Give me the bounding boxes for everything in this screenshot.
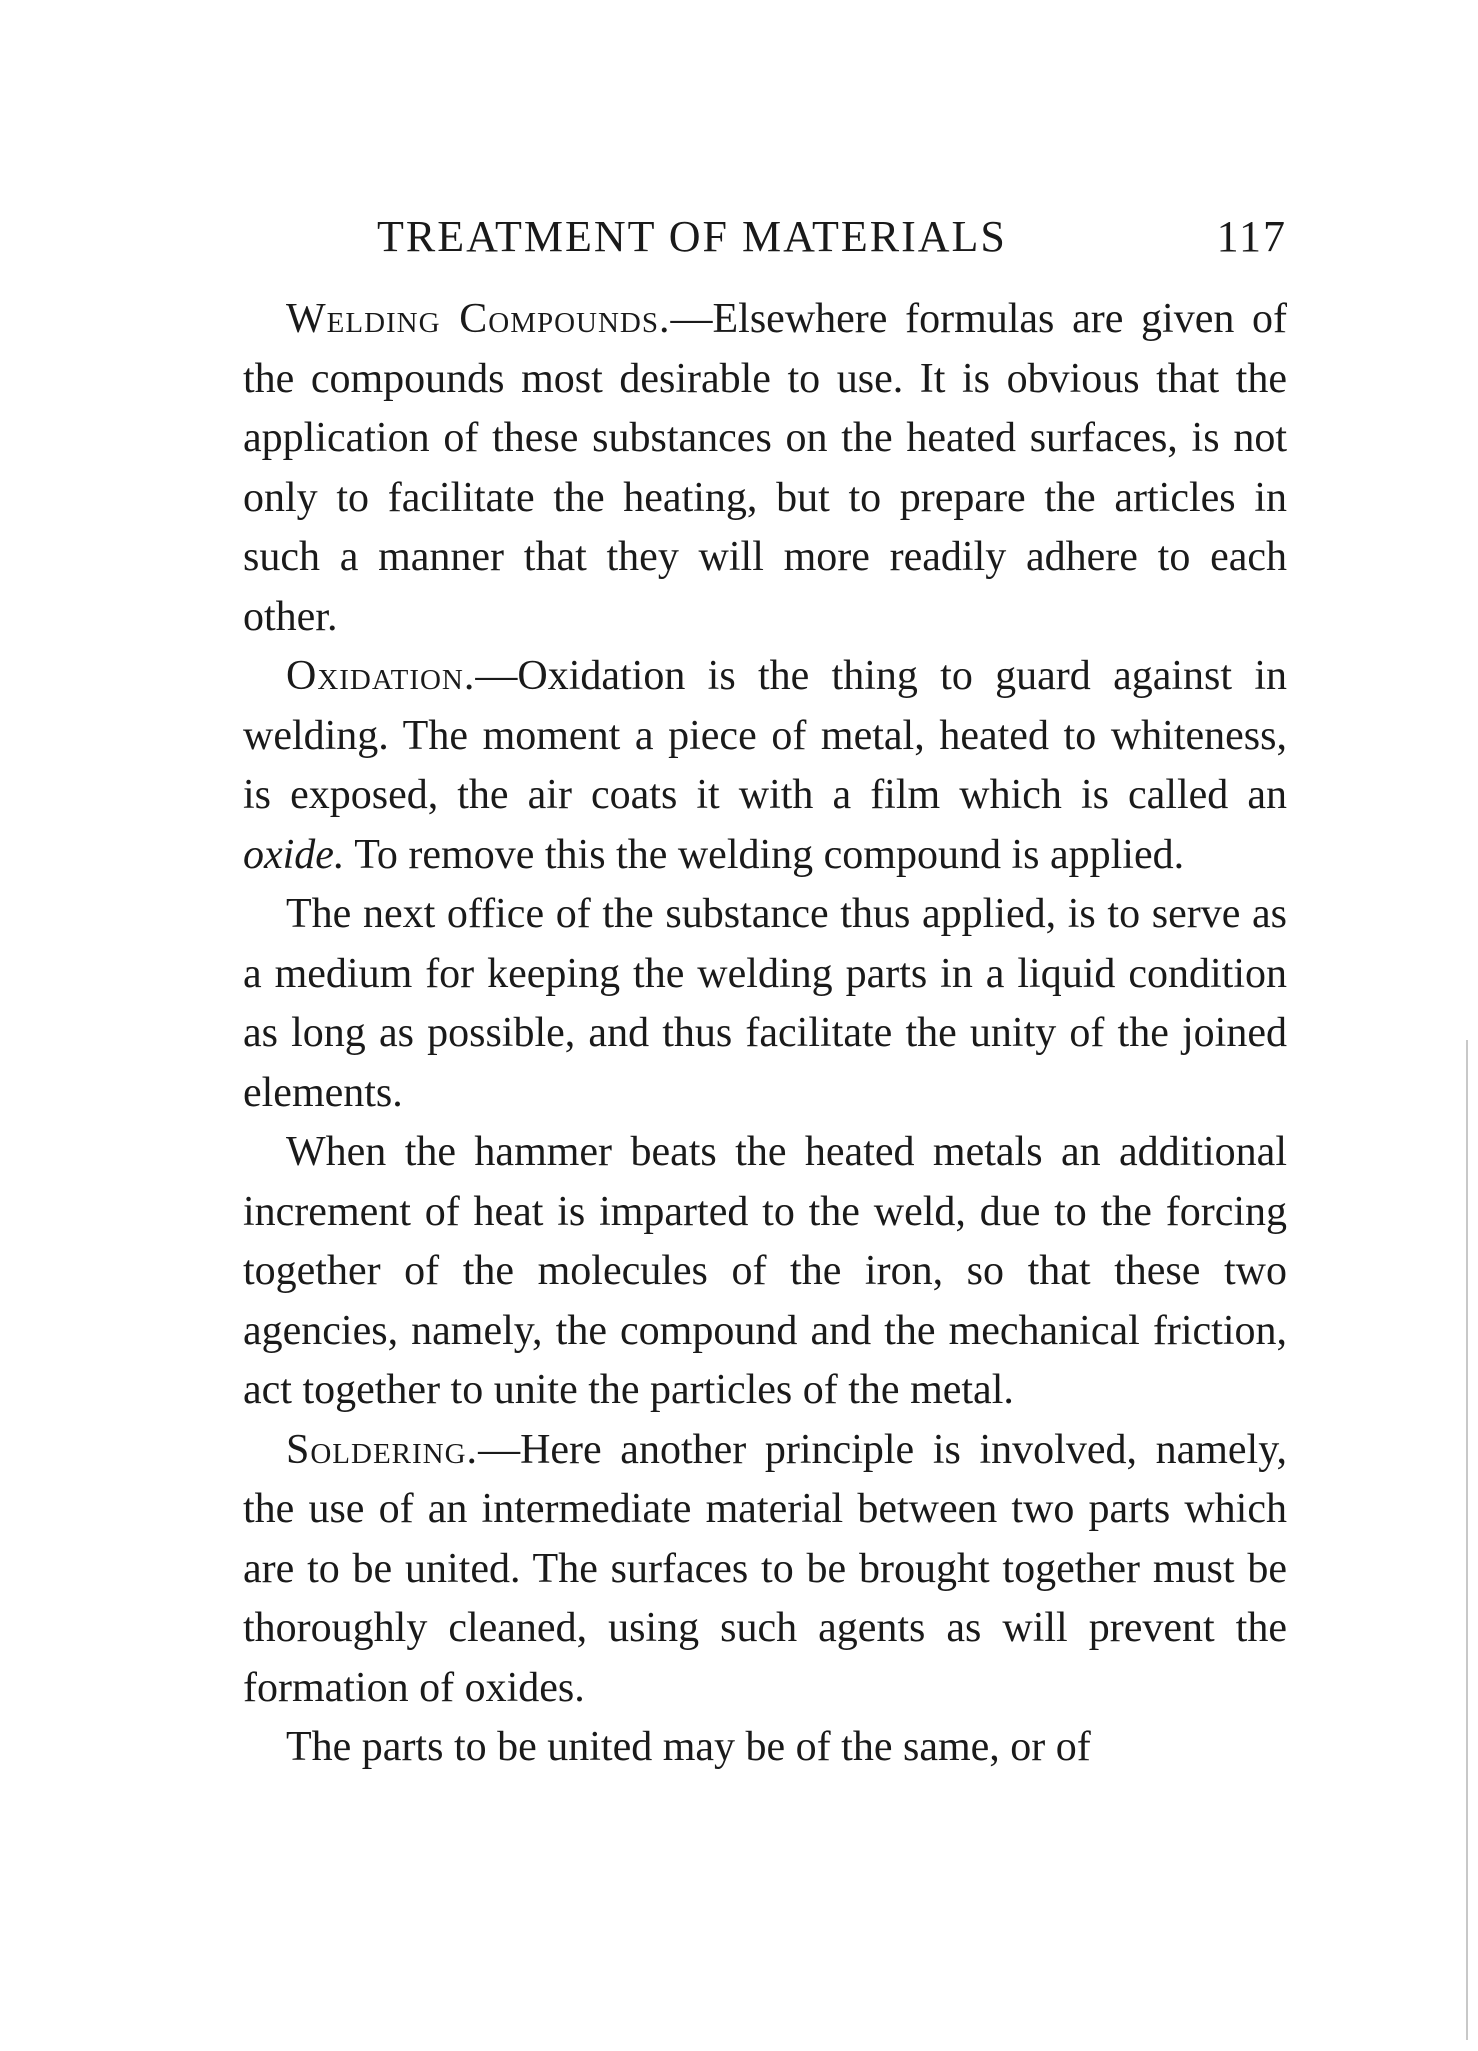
paragraph-welding-compounds xyxy=(243,290,1287,647)
paragraph-text: When the hammer beats the heated metals an additional increment of heat is imparted to the weld, due to the forcing together of the molecules of the iron, so that these two agencies, namely, the compound and the mechanical friction, act together to unite the particles of the metal. xyxy=(243,1129,1287,1413)
paragraph-text: —Oxidation is the thing to guard against in welding. The moment a piece of metal, heated to whiteness, is exposed, the air coats it with a film which is called an xyxy=(243,653,1287,818)
paragraph-soldering xyxy=(243,1421,1287,1719)
section-heading-oxidation: Oxidation. xyxy=(286,653,476,699)
paragraph-parts-united xyxy=(243,1718,1287,1778)
running-title: TREATMENT OF MATERIALS xyxy=(377,212,1007,261)
paragraph-hammer xyxy=(243,1123,1287,1421)
paragraph-text: To remove this the welding compound is applied. xyxy=(344,831,1185,878)
paragraph-next-office xyxy=(243,885,1287,1123)
paragraph-oxidation xyxy=(243,647,1287,885)
paragraph-text: The parts to be united may be of the same, or of xyxy=(286,1724,1091,1770)
page-number: 117 xyxy=(1216,212,1287,261)
section-heading-soldering: Soldering. xyxy=(286,1426,479,1473)
paragraph-text: The next office of the substance thus applied, is to serve as a medium for keeping the welding parts in a liquid condition as long as possible, and thus facilitate the unity of the joined elements. xyxy=(243,891,1287,1116)
page-edge-line xyxy=(1466,1040,1468,2040)
running-header xyxy=(377,207,1287,267)
section-heading-welding-compounds: Welding Compounds. xyxy=(286,296,671,342)
italic-term-oxide: oxide. xyxy=(243,831,345,878)
paragraph-text: —Here another principle is involved, namely, the use of an intermediate material between two parts which are to be united. The surfaces to be brought together must be thoroughly cleaned, using such agents as will prevent the formation of oxides. xyxy=(243,1426,1287,1711)
body-text xyxy=(243,290,1287,1778)
paragraph-text: —Elsewhere formulas are given of the compounds most desirable to use. It is obvious that the application of these substances on the heated surfaces, is not only to facilitate the heating, but to prepare the articles in such a manner that they will more readily adhere to each other. xyxy=(243,296,1288,640)
